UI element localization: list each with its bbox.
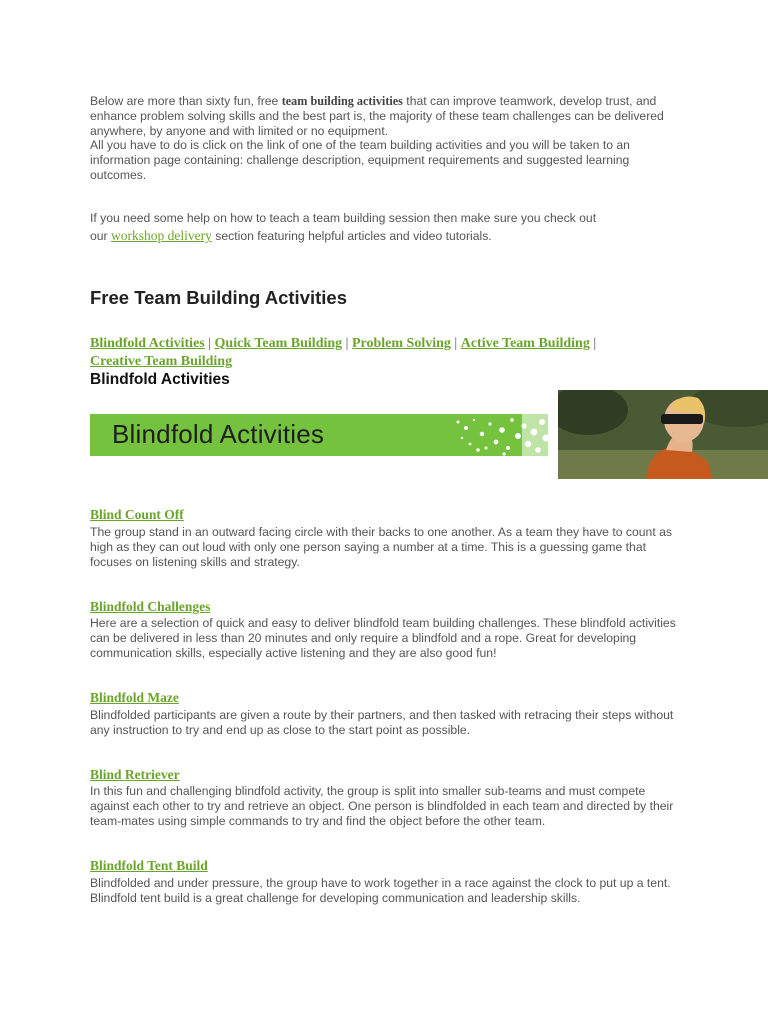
activity-desc-blindfold-maze: Blindfolded participants are given a route by their partners, and then tasked with retracing their steps without any instruction to try and end up as close to the start point as possible. [90,708,674,737]
activity-link-blindfold-maze[interactable]: Blindfold Maze [90,690,179,705]
intro-paragraph-1: Below are more than sixty fun, free team building activities that can improve teamwork, develop trust, and enhance problem solving skills and the best part is, the majority of these team challenges can be delivered anywhere, by anyone and with limited or no equipment. [90,94,664,138]
banner-text: Blindfold Activities [112,419,325,449]
photo-illustration [558,390,768,479]
blindfolded-person-photo [558,390,768,479]
nav-link-active-team-building[interactable]: Active Team Building [460,336,590,351]
activity-desc-blindfold-challenges: Here are a selection of quick and easy to deliver blindfold team building challenges. These blindfold activities can be delivered in less than 20 minutes and only require a blindfold and a rope. Great for developing communication skills, especially active listening and they are also good fun! [90,616,676,660]
nav-link-quick-team-building[interactable]: Quick Team Building [214,336,343,351]
subheading-blindfold-activities: Blindfold Activities [90,371,230,388]
intro-paragraph-2: All you have to do is click on the link of one of the team building activities and you will be taken to an information page containing: challenge description, equipment requirements and suggested learning outcomes. [90,138,630,182]
activity-desc-blind-retriever: In this fun and challenging blindfold activity, the group is split into smaller sub-teams and must compete against each other to try and retrieve an object. One person is blindfolded in each team and directed by their team-mates using simple commands to try and find the object before the other team. [90,784,674,828]
activity-link-blind-count-off[interactable]: Blind Count Off [90,507,184,522]
nav-link-problem-solving[interactable]: Problem Solving [351,336,451,351]
activity-desc-blindfold-tent-build: Blindfolded and under pressure, the group have to work together in a race against the clock to put up a tent. Blindfold tent build is a great challenge for developing communication and leadership skills. [90,876,671,905]
nav-link-blindfold-activities[interactable]: Blindfold Activities [90,336,205,351]
workshop-delivery-link[interactable]: workshop delivery [111,228,212,243]
section-title: Free Team Building Activities [90,287,348,308]
activity-link-blindfold-tent-build[interactable]: Blindfold Tent Build [90,858,208,873]
category-nav: Blindfold Activities | Quick Team Building | Problem Solving | Active Team Building | Creative Team Building [90,336,597,369]
intro-paragraph-3-line2: our workshop delivery section featuring helpful articles and video tutorials. [90,228,492,243]
intro-bold-phrase: team building activities [281,94,403,108]
activity-link-blind-retriever[interactable]: Blind Retriever [90,767,180,782]
banner-splatter-graphic [438,414,548,456]
nav-link-creative-team-building[interactable]: Creative Team Building [90,354,233,369]
activity-link-blindfold-challenges[interactable]: Blindfold Challenges [90,599,211,614]
activity-desc-blind-count-off: The group stand in an outward facing circle with their backs to one another. As a team they have to count as high as they can out loud with only one person saying a number at a time. This is a guessing game that focuses on listening skills and strategy. [90,525,672,569]
intro-paragraph-3-line1: If you need some help on how to teach a team building session then make sure you check out [90,211,597,225]
blindfold-activities-banner [90,414,548,456]
